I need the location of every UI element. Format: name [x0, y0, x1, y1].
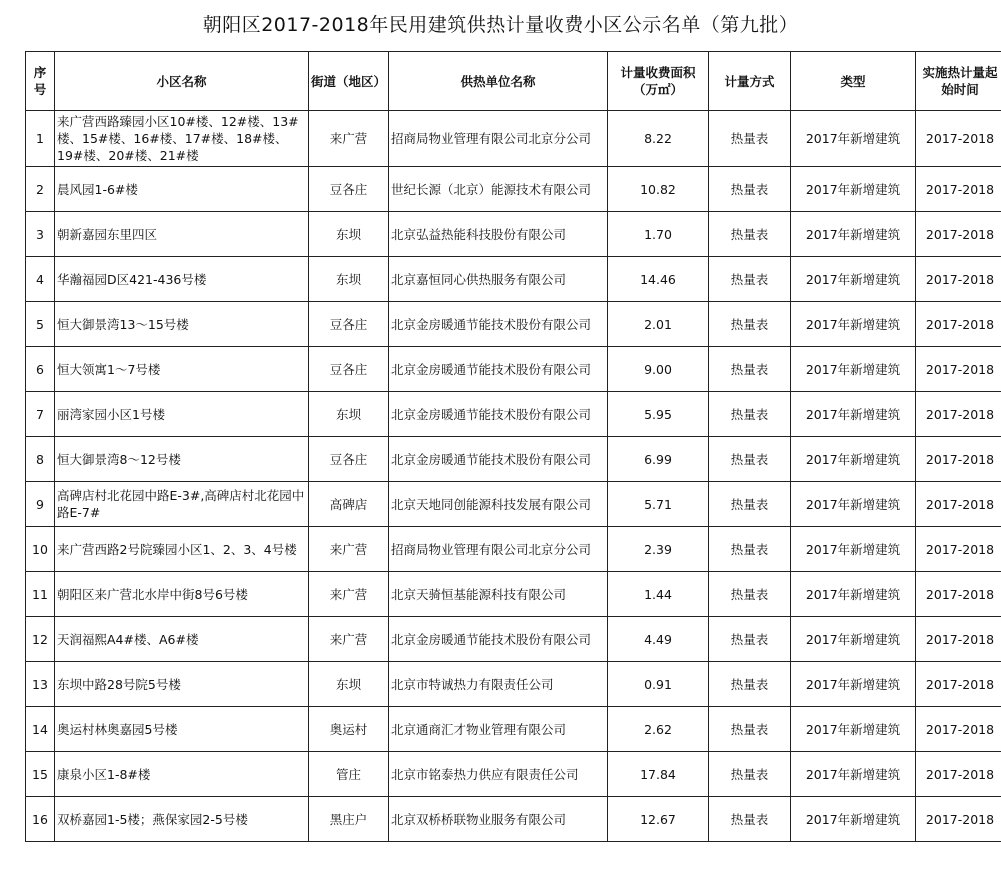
- cell-type: 2017年新增建筑: [791, 392, 916, 437]
- cell-method: 热量表: [709, 437, 791, 482]
- cell-street: 来广营: [309, 527, 389, 572]
- cell-start-time: 2017-2018: [916, 572, 1001, 617]
- cell-no: 3: [26, 212, 55, 257]
- cell-type: 2017年新增建筑: [791, 482, 916, 527]
- cell-area: 1.44: [608, 572, 709, 617]
- cell-start-time: 2017-2018: [916, 167, 1001, 212]
- cell-street: 豆各庄: [309, 437, 389, 482]
- header-row: [26, 52, 1001, 111]
- cell-community-name: 高碑店村北花园中路E-3#,高碑店村北花园中路E-7#: [55, 482, 309, 527]
- table-row: [26, 752, 1001, 797]
- cell-community-name: 晨风园1-6#楼: [55, 167, 309, 212]
- cell-start-time: 2017-2018: [916, 707, 1001, 752]
- cell-start-time: 2017-2018: [916, 482, 1001, 527]
- header-method: 计量方式: [709, 52, 791, 111]
- page-title: 朝阳区2017-2018年民用建筑供热计量收费小区公示名单（第九批）: [202, 14, 799, 36]
- table-row: [26, 302, 1001, 347]
- table-row: [26, 347, 1001, 392]
- table-row: [26, 527, 1001, 572]
- cell-no: 14: [26, 707, 55, 752]
- cell-method: 热量表: [709, 482, 791, 527]
- cell-no: 9: [26, 482, 55, 527]
- cell-no: 16: [26, 797, 55, 842]
- cell-method: 热量表: [709, 257, 791, 302]
- header-no: 序号: [26, 52, 55, 111]
- cell-community-name: 来广营西路2号院臻园小区1、2、3、4号楼: [55, 527, 309, 572]
- cell-area: 8.22: [608, 111, 709, 167]
- cell-start-time: 2017-2018: [916, 111, 1001, 167]
- cell-supplier: 招商局物业管理有限公司北京分公司: [389, 527, 608, 572]
- cell-start-time: 2017-2018: [916, 437, 1001, 482]
- cell-community-name: 来广营西路臻园小区10#楼、12#楼、13#楼、15#楼、16#楼、17#楼、18#楼、19#楼、20#楼、21#楼: [55, 111, 309, 167]
- cell-type: 2017年新增建筑: [791, 212, 916, 257]
- cell-type: 2017年新增建筑: [791, 437, 916, 482]
- cell-start-time: 2017-2018: [916, 347, 1001, 392]
- header-area: 计量收费面积（万㎡）: [608, 52, 709, 111]
- cell-supplier: 招商局物业管理有限公司北京分公司: [389, 111, 608, 167]
- cell-street: 来广营: [309, 617, 389, 662]
- cell-method: 热量表: [709, 707, 791, 752]
- cell-no: 12: [26, 617, 55, 662]
- cell-start-time: 2017-2018: [916, 797, 1001, 842]
- cell-area: 2.39: [608, 527, 709, 572]
- header-type: 类型: [791, 52, 916, 111]
- cell-street: 东坝: [309, 662, 389, 707]
- cell-community-name: 恒大御景湾8～12号楼: [55, 437, 309, 482]
- cell-type: 2017年新增建筑: [791, 707, 916, 752]
- cell-no: 4: [26, 257, 55, 302]
- cell-method: 热量表: [709, 752, 791, 797]
- cell-method: 热量表: [709, 527, 791, 572]
- cell-start-time: 2017-2018: [916, 212, 1001, 257]
- cell-street: 黑庄户: [309, 797, 389, 842]
- cell-street: 来广营: [309, 111, 389, 167]
- cell-type: 2017年新增建筑: [791, 752, 916, 797]
- header-start: 实施热计量起始时间: [916, 52, 1001, 111]
- cell-type: 2017年新增建筑: [791, 617, 916, 662]
- cell-start-time: 2017-2018: [916, 617, 1001, 662]
- cell-supplier: 北京金房暖通节能技术股份有限公司: [389, 392, 608, 437]
- cell-start-time: 2017-2018: [916, 392, 1001, 437]
- cell-method: 热量表: [709, 302, 791, 347]
- cell-area: 17.84: [608, 752, 709, 797]
- cell-supplier: 世纪长源（北京）能源技术有限公司: [389, 167, 608, 212]
- cell-street: 高碑店: [309, 482, 389, 527]
- table-row: [26, 111, 1001, 167]
- cell-method: 热量表: [709, 167, 791, 212]
- cell-community-name: 天润福熙A4#楼、A6#楼: [55, 617, 309, 662]
- cell-method: 热量表: [709, 111, 791, 167]
- cell-community-name: 恒大领寓1～7号楼: [55, 347, 309, 392]
- cell-no: 11: [26, 572, 55, 617]
- cell-community-name: 东坝中路28号院5号楼: [55, 662, 309, 707]
- table-row: [26, 437, 1001, 482]
- cell-community-name: 丽湾家园小区1号楼: [55, 392, 309, 437]
- table-row: [26, 572, 1001, 617]
- cell-supplier: 北京双桥桥联物业服务有限公司: [389, 797, 608, 842]
- cell-start-time: 2017-2018: [916, 752, 1001, 797]
- cell-no: 5: [26, 302, 55, 347]
- cell-area: 1.70: [608, 212, 709, 257]
- cell-area: 6.99: [608, 437, 709, 482]
- cell-street: 豆各庄: [309, 302, 389, 347]
- cell-community-name: 奥运村林奥嘉园5号楼: [55, 707, 309, 752]
- table-row: [26, 167, 1001, 212]
- cell-supplier: 北京金房暖通节能技术股份有限公司: [389, 347, 608, 392]
- cell-area: 5.95: [608, 392, 709, 437]
- cell-type: 2017年新增建筑: [791, 347, 916, 392]
- notice-table: [25, 51, 1001, 842]
- table-row: [26, 707, 1001, 752]
- cell-start-time: 2017-2018: [916, 527, 1001, 572]
- cell-street: 豆各庄: [309, 167, 389, 212]
- header-street: 街道（地区）: [309, 52, 389, 111]
- cell-area: 12.67: [608, 797, 709, 842]
- cell-supplier: 北京天地同创能源科技发展有限公司: [389, 482, 608, 527]
- cell-no: 1: [26, 111, 55, 167]
- table-row: [26, 662, 1001, 707]
- table-row: [26, 482, 1001, 527]
- cell-type: 2017年新增建筑: [791, 257, 916, 302]
- cell-area: 5.71: [608, 482, 709, 527]
- cell-supplier: 北京市铭泰热力供应有限责任公司: [389, 752, 608, 797]
- cell-area: 9.00: [608, 347, 709, 392]
- cell-start-time: 2017-2018: [916, 302, 1001, 347]
- table-row: [26, 212, 1001, 257]
- cell-community-name: 恒大御景湾13～15号楼: [55, 302, 309, 347]
- cell-street: 豆各庄: [309, 347, 389, 392]
- cell-method: 热量表: [709, 392, 791, 437]
- cell-type: 2017年新增建筑: [791, 111, 916, 167]
- cell-no: 10: [26, 527, 55, 572]
- cell-no: 7: [26, 392, 55, 437]
- cell-area: 10.82: [608, 167, 709, 212]
- cell-type: 2017年新增建筑: [791, 572, 916, 617]
- cell-method: 热量表: [709, 797, 791, 842]
- cell-community-name: 朝阳区来广营北水岸中街8号6号楼: [55, 572, 309, 617]
- table-row: [26, 617, 1001, 662]
- cell-type: 2017年新增建筑: [791, 662, 916, 707]
- cell-area: 2.62: [608, 707, 709, 752]
- cell-type: 2017年新增建筑: [791, 302, 916, 347]
- table-row: [26, 257, 1001, 302]
- cell-start-time: 2017-2018: [916, 662, 1001, 707]
- table-row: [26, 797, 1001, 842]
- cell-supplier: 北京金房暖通节能技术股份有限公司: [389, 437, 608, 482]
- cell-supplier: 北京市特诚热力有限责任公司: [389, 662, 608, 707]
- cell-no: 13: [26, 662, 55, 707]
- cell-community-name: 双桥嘉园1-5楼；燕保家园2-5号楼: [55, 797, 309, 842]
- cell-supplier: 北京通商汇才物业管理有限公司: [389, 707, 608, 752]
- cell-street: 来广营: [309, 572, 389, 617]
- cell-street: 奥运村: [309, 707, 389, 752]
- cell-no: 2: [26, 167, 55, 212]
- cell-street: 东坝: [309, 257, 389, 302]
- cell-method: 热量表: [709, 572, 791, 617]
- cell-supplier: 北京弘益热能科技股份有限公司: [389, 212, 608, 257]
- cell-type: 2017年新增建筑: [791, 527, 916, 572]
- header-supplier: 供热单位名称: [389, 52, 608, 111]
- cell-street: 东坝: [309, 392, 389, 437]
- cell-community-name: 康泉小区1-8#楼: [55, 752, 309, 797]
- cell-street: 东坝: [309, 212, 389, 257]
- cell-no: 6: [26, 347, 55, 392]
- table-row: [26, 392, 1001, 437]
- cell-area: 14.46: [608, 257, 709, 302]
- cell-area: 4.49: [608, 617, 709, 662]
- cell-supplier: 北京金房暖通节能技术股份有限公司: [389, 617, 608, 662]
- cell-supplier: 北京天骑恒基能源科技有限公司: [389, 572, 608, 617]
- cell-community-name: 朝新嘉园东里四区: [55, 212, 309, 257]
- cell-method: 热量表: [709, 212, 791, 257]
- header-name: 小区名称: [55, 52, 309, 111]
- cell-area: 2.01: [608, 302, 709, 347]
- cell-type: 2017年新增建筑: [791, 797, 916, 842]
- cell-community-name: 华瀚福园D区421-436号楼: [55, 257, 309, 302]
- cell-method: 热量表: [709, 662, 791, 707]
- cell-no: 8: [26, 437, 55, 482]
- cell-method: 热量表: [709, 347, 791, 392]
- cell-supplier: 北京嘉恒同心供热服务有限公司: [389, 257, 608, 302]
- cell-street: 管庄: [309, 752, 389, 797]
- cell-supplier: 北京金房暖通节能技术股份有限公司: [389, 302, 608, 347]
- cell-area: 0.91: [608, 662, 709, 707]
- cell-no: 15: [26, 752, 55, 797]
- table-body: [26, 111, 1001, 842]
- cell-method: 热量表: [709, 617, 791, 662]
- cell-start-time: 2017-2018: [916, 257, 1001, 302]
- cell-type: 2017年新增建筑: [791, 167, 916, 212]
